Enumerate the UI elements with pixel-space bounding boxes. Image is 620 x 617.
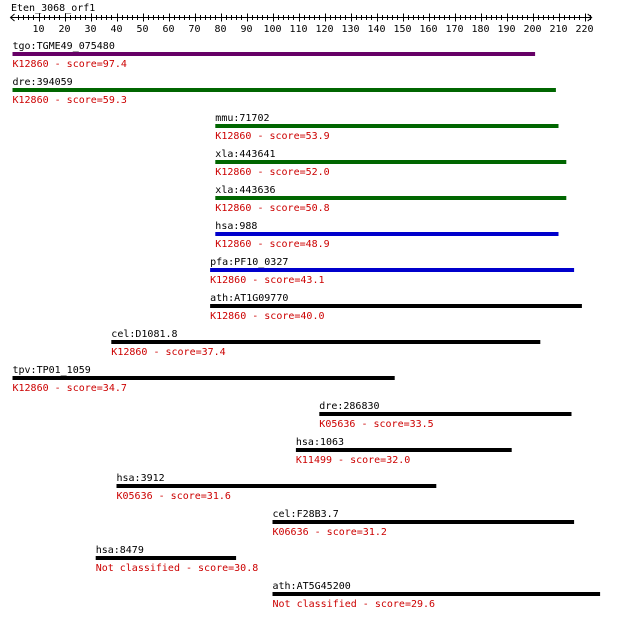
ruler-tick-label: 180: [471, 24, 490, 35]
hit-row[interactable]: [13, 365, 395, 394]
hit-label[interactable]: tpv:TP01_1059: [12, 365, 91, 376]
hit-bar[interactable]: [273, 520, 575, 524]
hit-row[interactable]: [215, 221, 558, 250]
ruler-tick-label: 170: [445, 24, 464, 35]
hit-bar[interactable]: [296, 448, 512, 452]
hit-label[interactable]: hsa:8479: [95, 545, 144, 556]
hit-row[interactable]: [96, 545, 259, 574]
hit-bar[interactable]: [117, 484, 437, 488]
hit-label[interactable]: dre:286830: [319, 401, 380, 412]
hit-row[interactable]: [117, 473, 437, 502]
ruler-tick-label: 80: [214, 24, 227, 35]
hit-label[interactable]: cel:F28B3.7: [272, 509, 339, 520]
hit-row[interactable]: [13, 41, 536, 70]
hit-bar[interactable]: [210, 304, 582, 308]
hit-row[interactable]: [215, 113, 558, 142]
hit-row[interactable]: [210, 257, 574, 286]
hit-subtitle: K12860 - score=34.7: [12, 383, 127, 394]
hit-bar[interactable]: [319, 412, 571, 416]
hit-subtitle: K05636 - score=31.6: [116, 491, 231, 502]
ruler-tick-label: 220: [575, 24, 594, 35]
hit-bar[interactable]: [215, 160, 566, 164]
hit-subtitle: K12860 - score=53.9: [215, 131, 330, 142]
hit-bar[interactable]: [215, 232, 558, 236]
hit-row[interactable]: [13, 77, 556, 106]
hit-label[interactable]: mmu:71702: [215, 113, 270, 124]
ruler-tick-label: 190: [497, 24, 516, 35]
hit-bar[interactable]: [215, 124, 558, 128]
ruler-tick-label: 50: [136, 24, 149, 35]
ruler-tick-label: 120: [315, 24, 334, 35]
hit-row[interactable]: [210, 293, 582, 322]
hit-bar[interactable]: [13, 376, 395, 380]
hit-list: [13, 41, 601, 610]
ruler-tick-label: 30: [84, 24, 97, 35]
ruler-tick-label: 20: [58, 24, 71, 35]
hit-row[interactable]: [273, 581, 601, 610]
hit-label[interactable]: cel:D1081.8: [111, 329, 178, 340]
hit-subtitle: Not classified - score=30.8: [95, 563, 259, 574]
hit-row[interactable]: [273, 509, 575, 538]
hit-subtitle: K12860 - score=43.1: [210, 275, 325, 286]
hit-bar[interactable]: [273, 592, 601, 596]
hit-subtitle: K12860 - score=40.0: [210, 311, 325, 322]
ruler-tick-label: 150: [393, 24, 412, 35]
ruler-tick-label: 130: [341, 24, 360, 35]
hit-bar[interactable]: [210, 268, 574, 272]
hit-label[interactable]: xla:443636: [215, 185, 276, 196]
hit-subtitle: K06636 - score=31.2: [272, 527, 387, 538]
ruler-tick-label: 140: [367, 24, 386, 35]
hit-row[interactable]: [215, 185, 566, 214]
ruler-tick-label: 90: [240, 24, 253, 35]
hit-row[interactable]: [215, 149, 566, 178]
ruler-tick-label: 160: [419, 24, 438, 35]
hit-bar[interactable]: [13, 52, 536, 56]
hit-subtitle: K12860 - score=59.3: [12, 95, 127, 106]
hit-bar[interactable]: [96, 556, 236, 560]
hit-subtitle: K05636 - score=33.5: [319, 419, 434, 430]
ruler-tick-label: 210: [549, 24, 568, 35]
hit-label[interactable]: hsa:1063: [295, 437, 345, 448]
ruler-tick-label: 110: [289, 24, 308, 35]
hit-subtitle: K12860 - score=52.0: [215, 167, 330, 178]
ruler-tick-label: 10: [32, 24, 45, 35]
hit-label[interactable]: dre:394059: [12, 77, 73, 88]
hit-label[interactable]: ath:AT1G09770: [210, 293, 289, 304]
hit-subtitle: Not classified - score=29.6: [272, 599, 436, 610]
hit-label[interactable]: pfa:PF10_0327: [210, 257, 289, 268]
hit-label[interactable]: ath:AT5G45200: [272, 581, 351, 592]
hit-row[interactable]: [319, 401, 571, 430]
ruler-tick-label: 70: [188, 24, 201, 35]
hit-bar[interactable]: [13, 88, 556, 92]
hit-subtitle: K12860 - score=50.8: [215, 203, 330, 214]
position-ruler: [11, 14, 594, 36]
hit-bar[interactable]: [111, 340, 540, 344]
ruler-tick-label: 200: [523, 24, 542, 35]
hit-label[interactable]: hsa:3912: [116, 473, 165, 484]
hit-row[interactable]: [296, 437, 512, 466]
hit-subtitle: K11499 - score=32.0: [295, 455, 411, 466]
hit-row[interactable]: [111, 329, 540, 358]
ruler-tick-label: 60: [162, 24, 175, 35]
hit-label[interactable]: xla:443641: [215, 149, 276, 160]
hit-subtitle: K12860 - score=97.4: [12, 59, 127, 70]
hit-subtitle: K12860 - score=48.9: [215, 239, 330, 250]
hit-bar[interactable]: [215, 196, 566, 200]
hit-subtitle: K12860 - score=37.4: [111, 347, 226, 358]
hit-label[interactable]: tgo:TGME49_075480: [12, 41, 115, 52]
ruler-tick-label: 100: [263, 24, 282, 35]
hit-label[interactable]: hsa:988: [215, 221, 258, 232]
ruler-tick-label: 40: [110, 24, 123, 35]
query-title: Eten_3068_orf1: [11, 3, 96, 14]
